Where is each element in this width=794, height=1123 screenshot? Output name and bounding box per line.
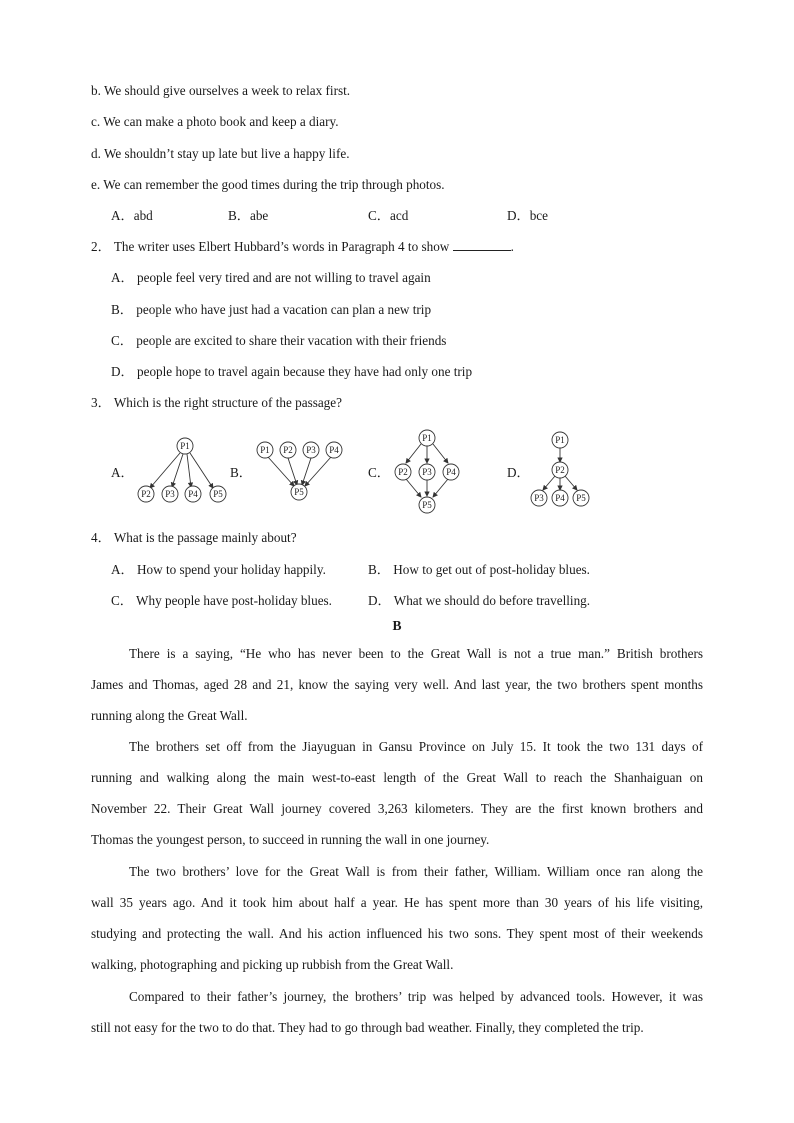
diagram-d	[531, 432, 589, 506]
node-p5: P5	[422, 500, 432, 510]
node-p5: P5	[213, 489, 223, 499]
paragraph-line: still not easy for the two to do that. They had to go through bad weather. Finally, they completed the trip.	[91, 1020, 644, 1035]
statement-e: e. We can remember the good times during the trip through photos.	[91, 177, 445, 192]
q3-stem: 3． Which is the right structure of the passage?	[91, 395, 342, 410]
q1-option-a[interactable]: A．abd	[111, 208, 153, 223]
paragraph-line: wall 35 years ago. And it took him about half a year. He has spent more than 30 years of his life visiting,	[91, 895, 703, 910]
node-p2: P2	[398, 467, 408, 477]
node-p4: P4	[555, 493, 565, 503]
q2-stem-text: 2． The writer uses Elbert Hubbard’s words in Paragraph 4 to show	[91, 239, 450, 254]
paragraph-line: James and Thomas, aged 28 and 21, know the saying very well. And last year, the two brothers spent months	[91, 677, 703, 692]
q4-option-b[interactable]: B． How to get out of post-holiday blues.	[368, 562, 590, 577]
paragraph-line: November 22. Their Great Wall journey covered 3,263 kilometers. They are the first known brothers and	[91, 801, 703, 816]
node-p2: P2	[555, 465, 565, 475]
paragraph-line: running and walking along the main west-to-east length of the Great Wall to reach the Shanhaiguan on	[91, 770, 703, 785]
q3-label-c[interactable]: C．	[368, 465, 390, 480]
q2-option-b[interactable]: B． people who have just had a vacation can plan a new trip	[111, 302, 432, 317]
paragraph-4	[91, 981, 703, 1043]
node-p5: P5	[294, 487, 304, 497]
q2-option-d[interactable]: D． people hope to travel again because they have had only one trip	[111, 364, 473, 379]
q3-label-a[interactable]: A．	[111, 465, 134, 480]
q1-option-b[interactable]: B．abe	[228, 208, 269, 223]
q4-stem: 4． What is the passage mainly about?	[91, 530, 297, 545]
diagram-a	[138, 438, 226, 502]
node-p3: P3	[306, 445, 316, 455]
paragraph-line: Thomas the youngest person, to succeed in running the wall in one journey.	[91, 832, 490, 847]
node-p1: P1	[422, 433, 432, 443]
node-p1: P1	[260, 445, 270, 455]
diagram-c	[395, 430, 459, 513]
q4-option-d[interactable]: D． What we should do before travelling.	[368, 593, 591, 608]
node-p3: P3	[422, 467, 432, 477]
paragraph-line: There is a saying, “He who has never been to the Great Wall is not a true man.” British brothers	[129, 646, 703, 661]
q2-stem-end: .	[510, 239, 514, 254]
node-p3: P3	[534, 493, 544, 503]
paragraph-line: studying and protecting the wall. And his action influenced his two sons. They spent most of their weekends	[91, 926, 703, 941]
paragraph-line: walking, photographing and picking up rubbish from the Great Wall.	[91, 957, 454, 972]
statement-d: d. We shouldn’t stay up late but live a happy life.	[91, 146, 350, 161]
q1-option-c[interactable]: C．acd	[368, 208, 409, 223]
paragraph-2	[91, 731, 703, 855]
q2-option-a[interactable]: A． people feel very tired and are not willing to travel again	[111, 270, 431, 285]
node-p1: P1	[180, 441, 190, 451]
q3-label-d[interactable]: D．	[507, 465, 530, 480]
section-title: B	[392, 618, 402, 633]
q3-label-b[interactable]: B．	[230, 465, 252, 480]
node-p2: P2	[283, 445, 293, 455]
paragraph-3	[91, 856, 703, 980]
diagram-b	[257, 442, 342, 500]
node-p4: P4	[188, 489, 198, 499]
node-p5: P5	[576, 493, 586, 503]
paragraph-line: Compared to their father’s journey, the brothers’ trip was helped by advanced tools. However, it was	[129, 989, 703, 1004]
q4-option-a[interactable]: A． How to spend your holiday happily.	[111, 562, 326, 577]
answer-blank[interactable]	[453, 238, 511, 251]
paragraph-line: The brothers set off from the Jiayuguan in Gansu Province on July 15. It took the two 131 days of	[129, 739, 703, 754]
q1-option-d[interactable]: D．bce	[507, 208, 549, 223]
node-p4: P4	[329, 445, 339, 455]
node-p4: P4	[446, 467, 456, 477]
statement-c: c. We can make a photo book and keep a diary.	[91, 114, 339, 129]
paragraph-1	[91, 638, 703, 731]
paragraph-line: The two brothers’ love for the Great Wall is from their father, William. William once ran along the	[129, 864, 703, 879]
node-p3: P3	[165, 489, 175, 499]
q2-option-c[interactable]: C． people are excited to share their vacation with their friends	[111, 333, 447, 348]
q4-option-c[interactable]: C． Why people have post-holiday blues.	[111, 593, 332, 608]
statement-b: b. We should give ourselves a week to relax first.	[91, 83, 351, 98]
structure-diagrams	[0, 428, 794, 518]
q2-stem	[91, 238, 514, 256]
node-p1: P1	[555, 435, 565, 445]
node-p2: P2	[141, 489, 151, 499]
paragraph-line: running along the Great Wall.	[91, 708, 248, 723]
